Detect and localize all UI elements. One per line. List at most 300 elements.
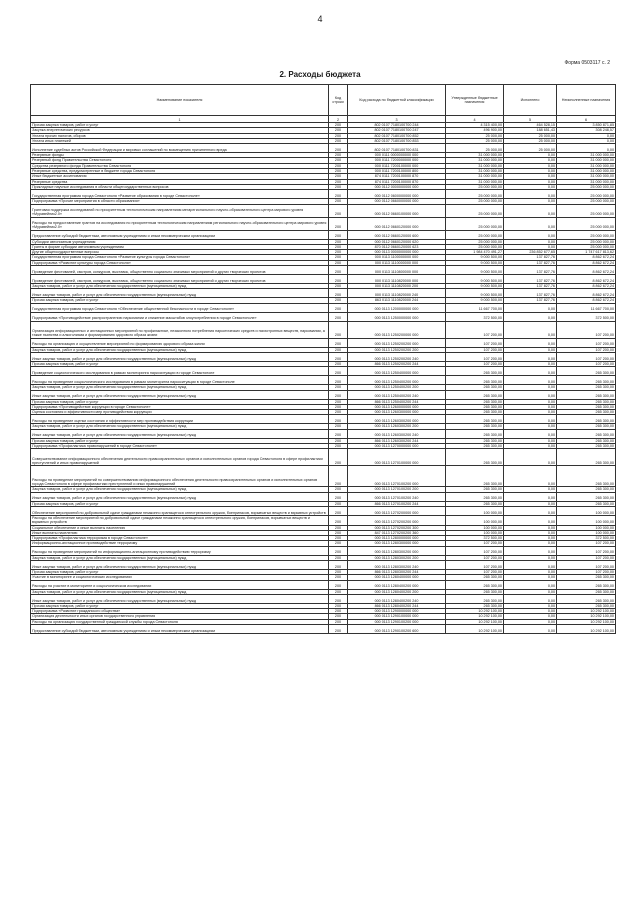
row-executed: 137 827,76	[504, 275, 557, 284]
table-row	[31, 204, 616, 217]
row-unexecuted: 25 000 000,00	[557, 239, 616, 244]
header-class: Код расхода по бюджетной классификации	[348, 85, 446, 116]
row-code: 200	[329, 424, 348, 429]
row-approved: 31 000 000,00	[446, 179, 504, 184]
row-name: Расходы на организацию и осуществление мероприятий по формированию здорового образа жизни	[31, 338, 329, 347]
row-class-code: 000 0113 1290100000 000	[348, 614, 446, 619]
row-class-code: 000 0113 1110820000 200	[348, 284, 446, 289]
row-class-code: 000 0113 1260300200 240	[348, 429, 446, 438]
row-approved: 9 000 500,00	[446, 266, 504, 275]
row-approved: 265 300,00	[446, 438, 504, 443]
row-unexecuted: 107 200,00	[557, 541, 616, 546]
table-row	[31, 625, 616, 634]
row-class-code: 000 0113 1250200200 000	[348, 338, 446, 347]
row-name: Расходы на проведение социологического исследования в рамках мониторинга наркоситуации в городе Севастополе	[31, 376, 329, 385]
row-code: 200	[329, 449, 348, 466]
row-unexecuted: 265 300,00	[557, 404, 616, 409]
row-executed: 0,00	[504, 594, 557, 603]
row-executed: 0,00	[504, 603, 557, 608]
row-unexecuted: 0,00	[557, 144, 616, 153]
row-executed: 0,00	[504, 444, 557, 449]
col-number: 1	[31, 116, 329, 123]
row-class-code: 802 0107 7180100700 852	[348, 133, 446, 138]
row-approved: 25 000,00	[446, 133, 504, 138]
page-number: 4	[317, 14, 323, 24]
row-approved: 265 300,00	[446, 466, 504, 487]
row-unexecuted: 100 000,00	[557, 506, 616, 515]
row-class-code: 000 0113 1280400200 000	[348, 580, 446, 589]
row-class-code: 000 0113 1290000000 000	[348, 609, 446, 614]
row-unexecuted: 8 862 672,24	[557, 298, 616, 303]
row-approved: 265 300,00	[446, 603, 504, 608]
row-executed: 0,00	[504, 515, 557, 525]
row-approved: 31 000 000,00	[446, 163, 504, 168]
row-class-code: 866 0113 1280400200 244	[348, 603, 446, 608]
row-unexecuted: 107 200,00	[557, 555, 616, 560]
row-unexecuted: 265 300,00	[557, 444, 616, 449]
row-executed: 0,00	[504, 217, 557, 230]
row-name: Прикладные научные исследования в области общегосударственных вопросов	[31, 184, 329, 189]
row-name: Иные закупки товаров, работ и услуг для обеспечения государственных (муниципальных) нужд	[31, 560, 329, 569]
row-executed: 0,00	[504, 404, 557, 409]
row-code: 200	[329, 399, 348, 404]
row-code: 200	[329, 204, 348, 217]
row-code: 200	[329, 260, 348, 265]
row-name: Исполнение судебных актов Российской Федерации и мировых соглашений по возмещению причиненного вреда	[31, 144, 329, 153]
row-executed: 0,00	[504, 338, 557, 347]
row-unexecuted: 265 300,00	[557, 415, 616, 424]
row-name: Иные бюджетные ассигнования	[31, 174, 329, 179]
row-code: 200	[329, 303, 348, 312]
row-approved: 100 000,00	[446, 530, 504, 535]
row-class-code: 000 0113 1250200200 240	[348, 352, 446, 361]
row-code: 200	[329, 410, 348, 415]
row-approved: 25 000 000,00	[446, 204, 504, 217]
row-name: Закупка энергетических ресурсов	[31, 128, 329, 133]
row-executed: 137 827,76	[504, 284, 557, 289]
row-name: Субсидии автономным учреждениям	[31, 239, 329, 244]
table-row	[31, 415, 616, 424]
table-row	[31, 303, 616, 312]
row-code: 200	[329, 625, 348, 634]
table-row	[31, 449, 616, 466]
row-executed: 0,00	[504, 438, 557, 443]
row-approved: 107 200,00	[446, 352, 504, 361]
row-code: 200	[329, 128, 348, 133]
row-approved: 1 984 470 491,27	[446, 250, 504, 255]
row-code: 200	[329, 123, 348, 128]
row-code: 200	[329, 138, 348, 143]
row-class-code: 000 0112 0660120000 600	[348, 230, 446, 239]
row-unexecuted: 10 292 100,00	[557, 609, 616, 614]
row-name: Закупка товаров, работ и услуг для обеспечения государственных (муниципальных) нужд	[31, 424, 329, 429]
row-name: Закупка товаров, работ и услуг для обеспечения государственных (муниципальных) нужд	[31, 487, 329, 492]
row-executed: 0,00	[504, 312, 557, 321]
row-unexecuted: 265 300,00	[557, 367, 616, 376]
row-unexecuted: 100 000,00	[557, 525, 616, 530]
row-class-code: 000 0111 7200000000 000	[348, 158, 446, 163]
row-class-code: 000 0113 1270200200 000	[348, 515, 446, 525]
row-code: 200	[329, 239, 348, 244]
table-body	[31, 123, 616, 634]
row-executed: 25 000,00	[504, 133, 557, 138]
row-executed: 0,00	[504, 179, 557, 184]
row-class-code: 000 0113 1270100200 200	[348, 487, 446, 492]
row-approved: 107 200,00	[446, 546, 504, 555]
row-approved: 265 300,00	[446, 589, 504, 594]
row-unexecuted: 265 300,00	[557, 376, 616, 385]
row-executed: 137 827,76	[504, 266, 557, 275]
row-class-code: 000 0113 1280300200 000	[348, 546, 446, 555]
row-unexecuted: 25 000 000,00	[557, 230, 616, 239]
row-class-code: 000 0113 1260000000 000	[348, 404, 446, 409]
row-executed: 0,00	[504, 541, 557, 546]
form-code: Форма 0503117 с. 2	[564, 60, 610, 66]
row-approved: 31 000 000,00	[446, 169, 504, 174]
row-name: Оценка состояния и эффективности мер противодействия коррупции	[31, 410, 329, 415]
row-approved: 10 292 100,00	[446, 625, 504, 634]
row-name: Подпрограмма «Противодействие распространению наркомании и снижение масштабов злоупотребления в городе Севастополе»	[31, 312, 329, 321]
table-row	[31, 376, 616, 385]
row-executed: 236 852 677,65	[504, 250, 557, 255]
row-approved: 265 300,00	[446, 575, 504, 580]
row-code: 200	[329, 347, 348, 352]
row-name: Резервные средства, предусмотренные в бюджете города Севастополя	[31, 169, 329, 174]
row-approved: 11 667 700,00	[446, 303, 504, 312]
row-class-code: 000 0113 1110800000 000	[348, 266, 446, 275]
row-executed: 0,00	[504, 506, 557, 515]
row-name: Государственная программа города Севастополя «Обеспечение общественной безопасности в городе Севастополе»	[31, 303, 329, 312]
row-executed: 137 827,76	[504, 255, 557, 260]
row-name: Грантовая поддержка исследований по приоритетным технологическим направлениям мегарегионального научно-образовательного центра мирового уровня «Муравейник2.0»	[31, 204, 329, 217]
table-row	[31, 190, 616, 199]
table-header-row	[31, 85, 616, 116]
row-approved: 9 000 500,00	[446, 255, 504, 260]
row-unexecuted: 10 292 100,00	[557, 619, 616, 624]
row-code: 200	[329, 217, 348, 230]
row-approved: 265 300,00	[446, 415, 504, 424]
row-approved: 265 300,00	[446, 404, 504, 409]
row-code: 200	[329, 589, 348, 594]
row-code: 200	[329, 179, 348, 184]
row-approved: 107 200,00	[446, 560, 504, 569]
table-row	[31, 352, 616, 361]
row-unexecuted: 308 248,57	[557, 128, 616, 133]
row-class-code: 000 0113 1270100000 000	[348, 449, 446, 466]
row-executed: 0,00	[504, 410, 557, 415]
section-title: 2. Расходы бюджета	[279, 70, 361, 79]
row-executed: 0,00	[504, 190, 557, 199]
row-class-code: 802 0107 7180100700 831	[348, 144, 446, 153]
row-unexecuted: 100 000,00	[557, 530, 616, 535]
row-class-code: 000 0113 1260300200 000	[348, 415, 446, 424]
row-code: 200	[329, 338, 348, 347]
row-name: Подпрограмма «Профилактика правонарушений в городе Севастополе»	[31, 444, 329, 449]
table-row	[31, 466, 616, 487]
row-name: Иные закупки товаров, работ и услуг для обеспечения государственных (муниципальных) нужд	[31, 429, 329, 438]
header-name: Наименование показателя	[31, 85, 329, 116]
row-executed: 0,00	[504, 555, 557, 560]
row-approved: 25 000,00	[446, 138, 504, 143]
row-unexecuted: 100 000,00	[557, 515, 616, 525]
header-approved: Утвержденные бюджетные назначения	[446, 85, 504, 116]
row-executed: 0,00	[504, 614, 557, 619]
row-code: 200	[329, 569, 348, 574]
row-unexecuted: 107 200,00	[557, 560, 616, 569]
row-executed: 0,00	[504, 153, 557, 158]
row-class-code: 866 0113 1270100200 244	[348, 501, 446, 506]
row-code: 200	[329, 390, 348, 399]
row-name: Предоставление субсидий бюджетным, автономным учреждениям и иным некоммерческим организациям	[31, 625, 329, 634]
row-unexecuted: 265 300,00	[557, 594, 616, 603]
row-code: 200	[329, 144, 348, 153]
row-executed: 0,00	[504, 390, 557, 399]
row-unexecuted: 265 300,00	[557, 501, 616, 506]
row-unexecuted: 265 300,00	[557, 424, 616, 429]
row-code: 200	[329, 603, 348, 608]
row-name: Прочая закупка товаров, работ и услуг	[31, 123, 329, 128]
row-name: Уплата прочих налогов, сборов	[31, 133, 329, 138]
row-class-code: 000 0113 1280300200 240	[348, 560, 446, 569]
table-row	[31, 390, 616, 399]
row-name: Закупка товаров, работ и услуг для обеспечения государственных (муниципальных) нужд	[31, 589, 329, 594]
row-unexecuted: 25 000 000,00	[557, 184, 616, 189]
row-class-code: 000 0111 7200100000 000	[348, 163, 446, 168]
row-name: Расходы на проведение мероприятий по совершенствованию информационного обеспечения деятельности правоохранительных органов и исполнительных органов города Севастополя в сфере профилактики преступлений и иных правонарушений	[31, 466, 329, 487]
row-class-code: 000 0113 1270100200 240	[348, 492, 446, 501]
row-code: 200	[329, 429, 348, 438]
row-unexecuted: 25 000 000,00	[557, 190, 616, 199]
row-approved: 107 200,00	[446, 338, 504, 347]
row-executed: 0,00	[504, 399, 557, 404]
row-approved: 265 300,00	[446, 580, 504, 589]
row-approved: 496 900,00	[446, 128, 504, 133]
row-unexecuted: 107 200,00	[557, 338, 616, 347]
row-class-code: 866 0113 1260300200 244	[348, 438, 446, 443]
row-approved: 9 000 500,00	[446, 260, 504, 265]
table-row	[31, 312, 616, 321]
row-name: Расходы на проведение мероприятий по информационно-агитационному противодействию терроризму	[31, 546, 329, 555]
row-unexecuted: 10 292 100,00	[557, 614, 616, 619]
row-class-code: 000 0113 1290100200 600	[348, 625, 446, 634]
row-executed: 0,00	[504, 429, 557, 438]
row-unexecuted: 31 000 000,00	[557, 153, 616, 158]
row-unexecuted: 265 300,00	[557, 438, 616, 443]
row-name: Иные закупки товаров, работ и услуг для обеспечения государственных (муниципальных) нужд	[31, 390, 329, 399]
row-approved: 107 200,00	[446, 347, 504, 352]
row-executed: 0,00	[504, 625, 557, 634]
row-approved: 265 300,00	[446, 492, 504, 501]
row-class-code: 000 0113 1250400200 240	[348, 390, 446, 399]
row-class-code: 866 0113 1250200200 244	[348, 361, 446, 366]
row-code: 200	[329, 492, 348, 501]
table-row	[31, 594, 616, 603]
row-code: 200	[329, 184, 348, 189]
row-class-code: 866 0113 1280300200 244	[348, 569, 446, 574]
row-class-code: 000 0113 1280400000 000	[348, 575, 446, 580]
row-name: Резервные средства	[31, 179, 329, 184]
row-approved: 25 000 000,00	[446, 184, 504, 189]
row-unexecuted: 8 862 672,24	[557, 275, 616, 284]
row-executed: 0,00	[504, 239, 557, 244]
row-unexecuted: 265 300,00	[557, 575, 616, 580]
row-name: Иные закупки товаров, работ и услуг для обеспечения государственных (муниципальных) нужд	[31, 289, 329, 298]
row-unexecuted: 31 000 000,00	[557, 158, 616, 163]
table-row	[31, 266, 616, 275]
row-name: Проведение фестивалей, смотров, конкурсов, выставок, общественно социально значимых мероприятий и других творческих проектов	[31, 266, 329, 275]
row-code: 200	[329, 536, 348, 541]
row-name: Закупка товаров, работ и услуг для обеспечения государственных (муниципальных) нужд	[31, 347, 329, 352]
row-class-code: 000 0112 0660120000 000	[348, 217, 446, 230]
row-approved: 107 200,00	[446, 321, 504, 338]
row-approved: 9 000 500,00	[446, 298, 504, 303]
row-code: 200	[329, 133, 348, 138]
row-class-code: 000 0113 1280300200 200	[348, 555, 446, 560]
row-name: Расходы на организацию государственной гражданской службы города Севастополя	[31, 619, 329, 624]
row-executed: 0,00	[504, 230, 557, 239]
row-name: Организация информационных и агитационных мероприятий по профилактике, незаконного потребления наркотических средств и психотропных веществ, наркомании, а также пьянства и алкоголизма и формированию здорового образа жизни	[31, 321, 329, 338]
row-approved: 4 315 400,00	[446, 123, 504, 128]
row-name: Прочая закупка товаров, работ и услуг	[31, 501, 329, 506]
row-unexecuted: 25 000 000,00	[557, 244, 616, 249]
row-class-code: 874 0111 7200100000 870	[348, 174, 446, 179]
row-executed: 0,00	[504, 385, 557, 390]
row-name: Иные закупки товаров, работ и услуг для обеспечения государственных (муниципальных) нужд	[31, 492, 329, 501]
row-approved: 265 300,00	[446, 429, 504, 438]
row-code: 200	[329, 404, 348, 409]
row-name: Гранты в форме субсидии автономным учреждениям	[31, 244, 329, 249]
row-code: 200	[329, 275, 348, 284]
row-executed: 0,00	[504, 199, 557, 204]
row-class-code: 000 0112 0660000000 000	[348, 199, 446, 204]
row-unexecuted: 265 300,00	[557, 410, 616, 415]
row-executed: 0,00	[504, 501, 557, 506]
row-unexecuted: 107 200,00	[557, 352, 616, 361]
row-code: 200	[329, 438, 348, 443]
row-name: Подпрограмма «Противодействие коррупции в городе Севастополе»	[31, 404, 329, 409]
row-name: Иные выплаты населению	[31, 530, 329, 535]
row-name: Закупка товаров, работ и услуг для обеспечения государственных (муниципальных) нужд	[31, 385, 329, 390]
row-executed: 0,00	[504, 449, 557, 466]
row-class-code: 000 0113 1280400200 240	[348, 594, 446, 603]
row-class-code: 000 0113 1250200200 200	[348, 347, 446, 352]
row-code: 200	[329, 575, 348, 580]
table-row	[31, 560, 616, 569]
table-row	[31, 275, 616, 284]
table-row	[31, 321, 616, 338]
row-approved: 25 000,00	[446, 144, 504, 153]
row-code: 200	[329, 284, 348, 289]
row-class-code: 000 0111 0000000000 000	[348, 153, 446, 158]
row-class-code: 802 0107 7180100700 853	[348, 138, 446, 143]
col-number: 6	[557, 116, 616, 123]
row-unexecuted: 25 000 000,00	[557, 199, 616, 204]
row-approved: 31 000 000,00	[446, 158, 504, 163]
row-code: 200	[329, 560, 348, 569]
row-unexecuted: 107 200,00	[557, 321, 616, 338]
row-unexecuted: 107 200,00	[557, 347, 616, 352]
row-code: 200	[329, 190, 348, 199]
row-name: Подпрограмма «Развитие гражданского общества»	[31, 609, 329, 614]
row-class-code: 000 0113 1270200000 000	[348, 506, 446, 515]
row-class-code: 000 0113 1270100200 000	[348, 466, 446, 487]
row-name: Государственная программа города Севастополя «Развитие образования в городе Севастополе»	[31, 190, 329, 199]
row-class-code: 000 0112 0600000000 000	[348, 190, 446, 199]
row-code: 200	[329, 515, 348, 525]
row-class-code: 866 0113 1250400200 244	[348, 399, 446, 404]
row-approved: 9 000 500,00	[446, 289, 504, 298]
row-approved: 25 000 000,00	[446, 199, 504, 204]
row-unexecuted: 107 200,00	[557, 569, 616, 574]
row-executed: 0,00	[504, 361, 557, 366]
row-unexecuted: 8 862 672,24	[557, 266, 616, 275]
row-name: Социальное обеспечение и иные выплаты населению	[31, 525, 329, 530]
row-approved: 31 000 000,00	[446, 153, 504, 158]
row-executed: 0,00	[504, 321, 557, 338]
row-code: 200	[329, 169, 348, 174]
row-code: 200	[329, 361, 348, 366]
row-code: 200	[329, 289, 348, 298]
row-code: 200	[329, 594, 348, 603]
row-approved: 265 300,00	[446, 376, 504, 385]
row-approved: 265 300,00	[446, 410, 504, 415]
row-class-code: 000 0113 1250400200 000	[348, 376, 446, 385]
row-approved: 31 000 000,00	[446, 174, 504, 179]
table-row	[31, 144, 616, 153]
row-code: 200	[329, 555, 348, 560]
table-row	[31, 289, 616, 298]
row-unexecuted: 8 862 672,24	[557, 284, 616, 289]
row-name: Резервный фонд Правительства Севастополя	[31, 158, 329, 163]
row-code: 200	[329, 466, 348, 487]
row-name: Проведение социологического исследования в рамках мониторинга наркоситуации в городе Севастополе	[31, 367, 329, 376]
row-approved: 107 200,00	[446, 361, 504, 366]
row-class-code: 000 0113 1260300200 200	[348, 424, 446, 429]
row-unexecuted: 31 000 000,00	[557, 174, 616, 179]
row-code: 200	[329, 158, 348, 163]
row-executed: 0,00	[504, 609, 557, 614]
row-name: Расходы на обеспечение мероприятий по добровольной сдаче гражданами незаконно хранящегося огнестрельного оружия, боеприпасов, взрывчатых веществ и взрывных устройств	[31, 515, 329, 525]
row-unexecuted: 265 300,00	[557, 603, 616, 608]
row-approved: 372 500,00	[446, 312, 504, 321]
row-class-code: 000 0113 1280300000 000	[348, 541, 446, 546]
row-code: 200	[329, 163, 348, 168]
row-code: 200	[329, 501, 348, 506]
header-executed: Исполнено	[504, 85, 557, 116]
row-class-code: 000 0113 1280400200 200	[348, 589, 446, 594]
row-executed: 0,00	[504, 589, 557, 594]
row-approved: 372 500,00	[446, 536, 504, 541]
row-approved: 265 300,00	[446, 390, 504, 399]
row-class-code: 000 0113 1250400000 000	[348, 367, 446, 376]
row-name: Иные закупки товаров, работ и услуг для обеспечения государственных (муниципальных) нужд	[31, 352, 329, 361]
row-approved: 100 000,00	[446, 515, 504, 525]
row-approved: 9 000 500,00	[446, 275, 504, 284]
row-executed: 0,00	[504, 619, 557, 624]
row-class-code: 000 0113 1250400200 200	[348, 385, 446, 390]
row-unexecuted: 10 292 100,00	[557, 625, 616, 634]
row-name: Средства резервного фонда Правительства Севастополя	[31, 163, 329, 168]
row-code: 200	[329, 255, 348, 260]
row-approved: 265 300,00	[446, 424, 504, 429]
row-code: 200	[329, 614, 348, 619]
row-approved: 265 300,00	[446, 501, 504, 506]
row-unexecuted: 3 850 871,85	[557, 123, 616, 128]
table-row	[31, 429, 616, 438]
row-code: 200	[329, 444, 348, 449]
row-approved: 25 000 000,00	[446, 217, 504, 230]
row-unexecuted: 265 300,00	[557, 589, 616, 594]
